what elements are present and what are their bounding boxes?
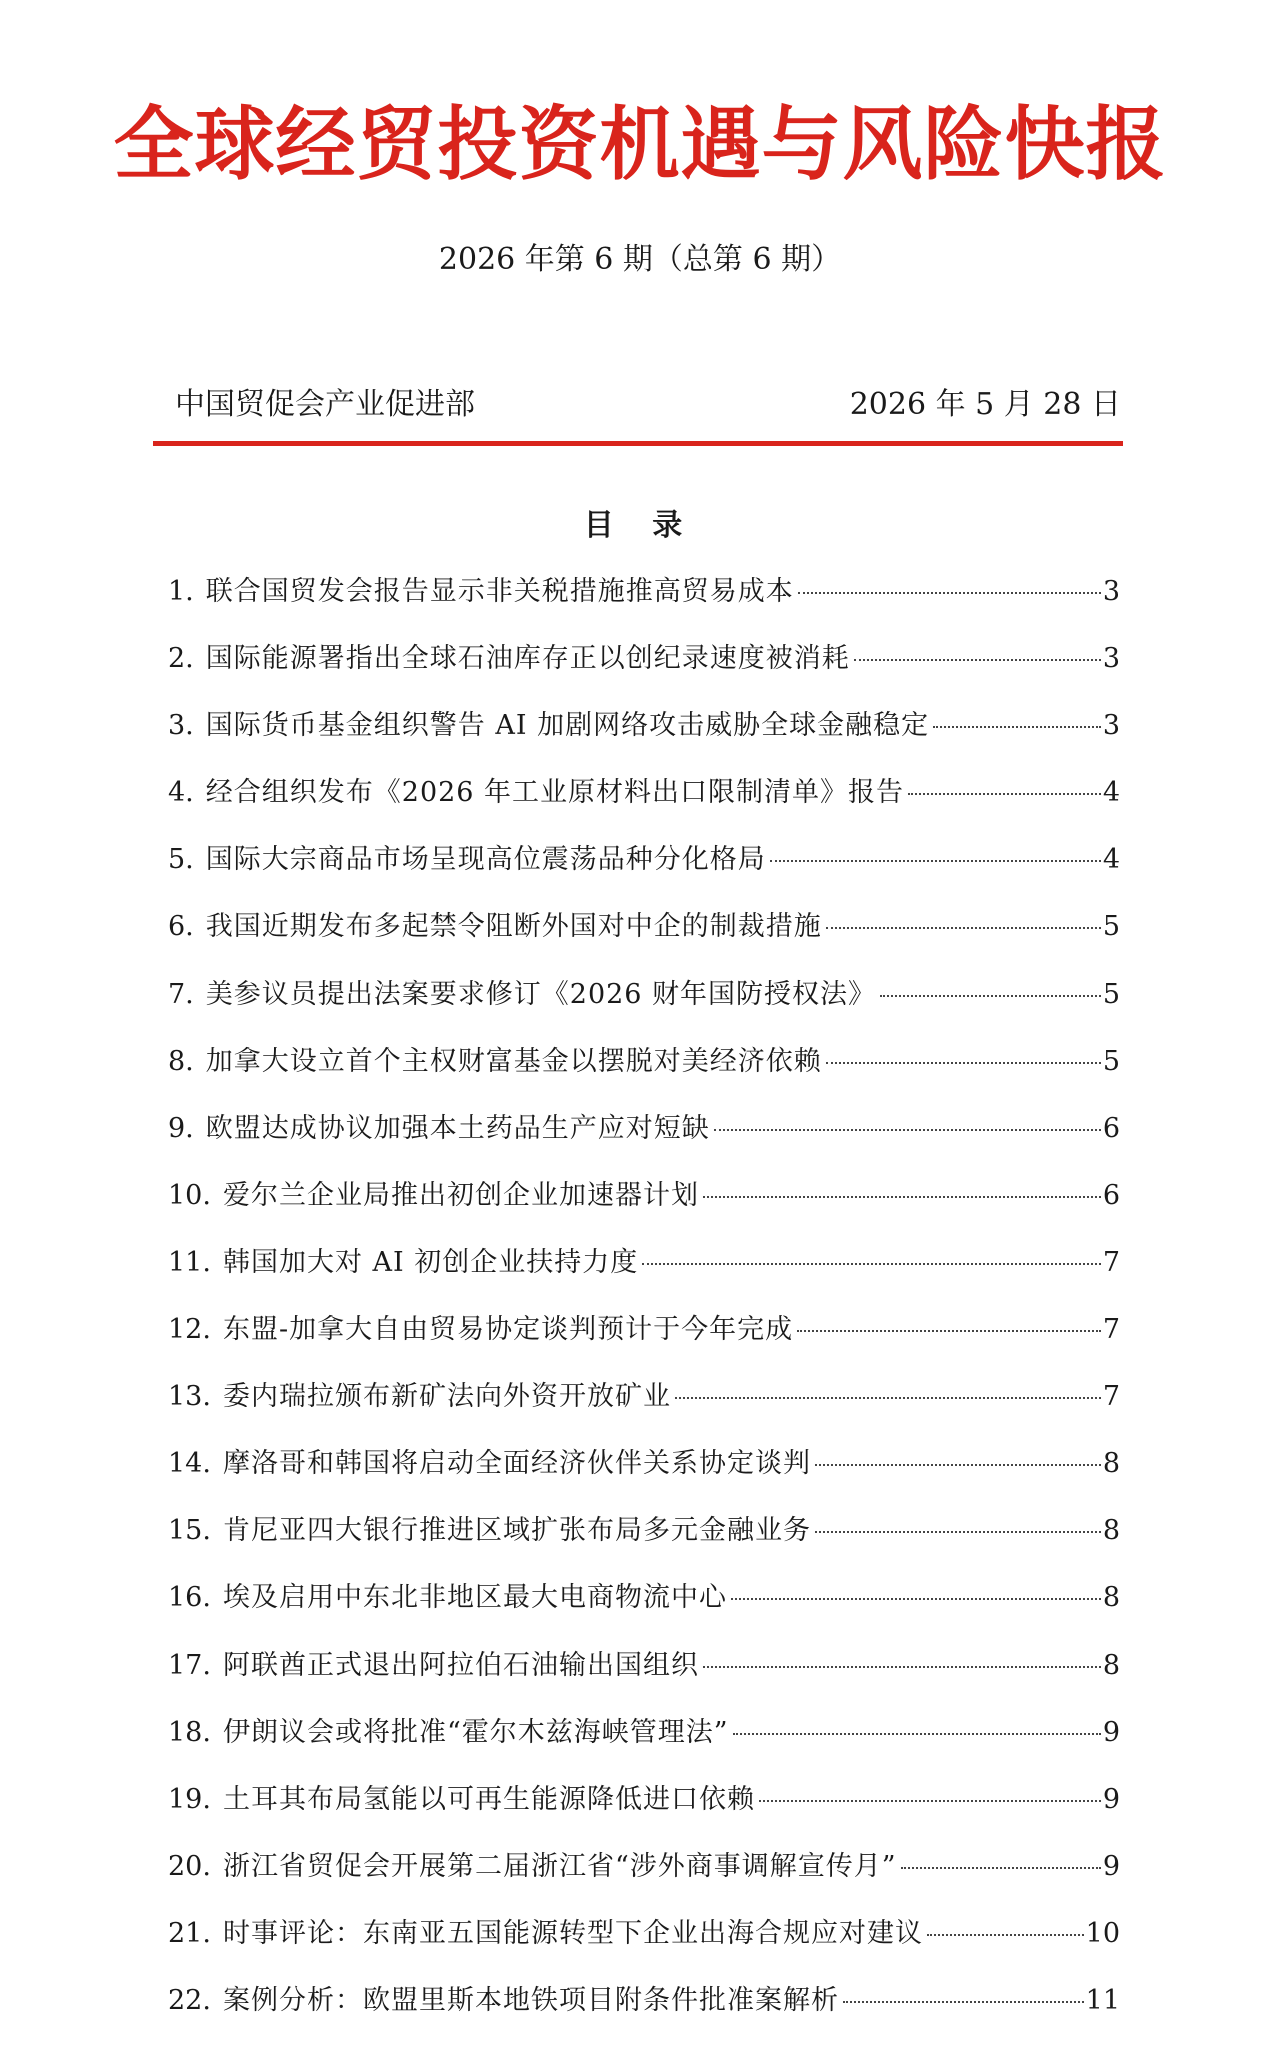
toc-dot-leader (642, 1263, 1101, 1265)
toc-item-number: 11. (168, 1246, 211, 1278)
toc-dot-leader (815, 1464, 1101, 1466)
toc-item-page: 4 (1102, 844, 1120, 876)
toc-item[interactable] (168, 1780, 1120, 1847)
toc-item-title: 国际能源署指出全球石油库存正以创纪录速度被消耗 (205, 643, 850, 675)
toc-item[interactable] (168, 572, 1120, 639)
toc-dot-leader (703, 1196, 1101, 1198)
toc-item-number: 20. (168, 1850, 211, 1882)
toc-item-page: 8 (1102, 1448, 1120, 1480)
toc-item-title: 爱尔兰企业局推出初创企业加速器计划 (222, 1179, 699, 1211)
toc-item-number: 16. (168, 1582, 211, 1614)
toc-item-title: 美参议员提出法案要求修订《2026 财年国防授权法》 (205, 978, 877, 1010)
toc-item[interactable] (168, 1444, 1120, 1511)
toc-item[interactable] (168, 1646, 1120, 1713)
toc-item-number: 12. (168, 1314, 211, 1346)
organization-name: 中国贸促会产业促进部 (175, 387, 475, 422)
toc-dot-leader (927, 1934, 1084, 1936)
toc-item[interactable] (168, 975, 1120, 1042)
toc-item-page: 6 (1102, 1112, 1120, 1144)
toc-dot-leader (714, 1129, 1101, 1131)
toc-item[interactable] (168, 773, 1120, 840)
toc-item-number: 13. (168, 1381, 211, 1413)
toc-item-number: 21. (168, 1917, 211, 1949)
toc-item-title: 摩洛哥和韩国将启动全面经济伙伴关系协定谈判 (222, 1448, 811, 1480)
toc-item-title: 浙江省贸促会开展第二届浙江省“涉外商事调解宣传月” (222, 1850, 897, 1882)
toc-item[interactable] (168, 907, 1120, 974)
toc-item-number: 14. (168, 1448, 211, 1480)
toc-heading: 目 录 (583, 508, 697, 543)
toc-item[interactable] (168, 1042, 1120, 1109)
toc-item-title: 时事评论：东南亚五国能源转型下企业出海合规应对建议 (222, 1917, 923, 1949)
toc-item-page: 11 (1085, 1984, 1120, 2016)
toc-item-page: 5 (1102, 911, 1120, 943)
toc-item-page: 7 (1102, 1246, 1120, 1278)
red-divider (153, 441, 1123, 446)
publish-date: 2026 年 5 月 28 日 (849, 387, 1121, 422)
toc-dot-leader (798, 592, 1101, 594)
toc-item-page: 8 (1102, 1582, 1120, 1614)
toc-dot-leader (770, 860, 1101, 862)
toc-item-page: 9 (1102, 1783, 1120, 1815)
toc-item-title: 东盟-加拿大自由贸易协定谈判预计于今年完成 (222, 1314, 794, 1346)
toc-item-title: 埃及启用中东北非地区最大电商物流中心 (222, 1582, 727, 1614)
toc-dot-leader (815, 1531, 1101, 1533)
toc-item-title: 韩国加大对 AI 初创企业扶持力度 (222, 1246, 639, 1278)
toc-item-number: 3. (168, 710, 194, 742)
toc-item[interactable] (168, 1109, 1120, 1176)
toc-item-page: 3 (1102, 643, 1120, 675)
toc-item-page: 9 (1102, 1850, 1120, 1882)
toc-item-number: 15. (168, 1515, 211, 1547)
toc-dot-leader (854, 659, 1101, 661)
toc-item-number: 9. (168, 1112, 194, 1144)
issue-number: 2026 年第 6 期（总第 6 期） (438, 242, 842, 277)
toc-item-page: 8 (1102, 1649, 1120, 1681)
table-of-contents (168, 572, 1120, 2048)
toc-dot-leader (759, 1800, 1101, 1802)
toc-item-title: 欧盟达成协议加强本土药品生产应对短缺 (205, 1112, 710, 1144)
toc-item-number: 6. (168, 911, 194, 943)
toc-dot-leader (901, 1867, 1101, 1869)
toc-item[interactable] (168, 639, 1120, 706)
toc-item-number: 22. (168, 1984, 211, 2016)
toc-dot-leader (826, 927, 1101, 929)
toc-dot-leader (675, 1397, 1101, 1399)
toc-item-title: 土耳其布局氢能以可再生能源降低进口依赖 (222, 1783, 755, 1815)
toc-dot-leader (731, 1598, 1101, 1600)
toc-item-number: 18. (168, 1716, 211, 1748)
toc-item[interactable] (168, 1713, 1120, 1780)
toc-item-number: 5. (168, 844, 194, 876)
toc-item-page: 5 (1102, 978, 1120, 1010)
toc-item-page: 10 (1085, 1917, 1120, 1949)
toc-item[interactable] (168, 1511, 1120, 1578)
toc-item[interactable] (168, 840, 1120, 907)
toc-item-number: 17. (168, 1649, 211, 1681)
toc-dot-leader (908, 793, 1101, 795)
toc-item-page: 8 (1102, 1515, 1120, 1547)
toc-item-title: 伊朗议会或将批准“霍尔木兹海峡管理法” (222, 1716, 729, 1748)
publisher-row (175, 385, 1121, 425)
toc-item-number: 1. (168, 576, 194, 607)
toc-item-page: 5 (1102, 1045, 1120, 1077)
toc-item[interactable] (168, 1310, 1120, 1377)
toc-item-title: 经合组织发布《2026 年工业原材料出口限制清单》报告 (205, 777, 905, 809)
toc-dot-leader (933, 726, 1101, 728)
toc-dot-leader (843, 2001, 1084, 2003)
toc-dot-leader (826, 1062, 1101, 1064)
toc-item-page: 7 (1102, 1314, 1120, 1346)
toc-item-page: 9 (1102, 1716, 1120, 1748)
toc-item-number: 4. (168, 777, 194, 809)
toc-item[interactable] (168, 1243, 1120, 1310)
toc-item-title: 联合国贸发会报告显示非关税措施推高贸易成本 (205, 576, 794, 607)
toc-item-number: 2. (168, 643, 194, 675)
toc-item[interactable] (168, 1176, 1120, 1243)
toc-item-number: 7. (168, 978, 194, 1010)
toc-item-page: 6 (1102, 1179, 1120, 1211)
toc-item-title: 国际货币基金组织警告 AI 加剧网络攻击威胁全球金融稳定 (205, 710, 930, 742)
toc-item[interactable] (168, 706, 1120, 773)
toc-item[interactable] (168, 1377, 1120, 1444)
toc-dot-leader (733, 1733, 1101, 1735)
toc-item-page: 3 (1102, 576, 1120, 607)
toc-item[interactable] (168, 1914, 1120, 1981)
toc-item-title: 加拿大设立首个主权财富基金以摆脱对美经济依赖 (205, 1045, 822, 1077)
toc-item[interactable] (168, 1847, 1120, 1914)
toc-dot-leader (703, 1666, 1101, 1668)
toc-item-title: 国际大宗商品市场呈现高位震荡品种分化格局 (205, 844, 766, 876)
toc-item[interactable] (168, 1981, 1120, 2048)
toc-item-title: 案例分析：欧盟里斯本地铁项目附条件批准案解析 (222, 1984, 839, 2016)
toc-item-number: 19. (168, 1783, 211, 1815)
toc-item-page: 7 (1102, 1381, 1120, 1413)
toc-item-title: 我国近期发布多起禁令阻断外国对中企的制裁措施 (205, 911, 822, 943)
toc-item-number: 8. (168, 1045, 194, 1077)
toc-item-page: 3 (1102, 710, 1120, 742)
toc-dot-leader (797, 1330, 1101, 1332)
toc-item-title: 肯尼亚四大银行推进区域扩张布局多元金融业务 (222, 1515, 811, 1547)
toc-dot-leader (880, 995, 1101, 997)
report-title: 全球经贸投资机遇与风险快报 (113, 98, 1167, 191)
toc-item-page: 4 (1102, 777, 1120, 809)
toc-item[interactable] (168, 1578, 1120, 1645)
toc-item-number: 10. (168, 1179, 211, 1211)
toc-item-title: 委内瑞拉颁布新矿法向外资开放矿业 (222, 1381, 671, 1413)
toc-item-title: 阿联酋正式退出阿拉伯石油输出国组织 (222, 1649, 699, 1681)
